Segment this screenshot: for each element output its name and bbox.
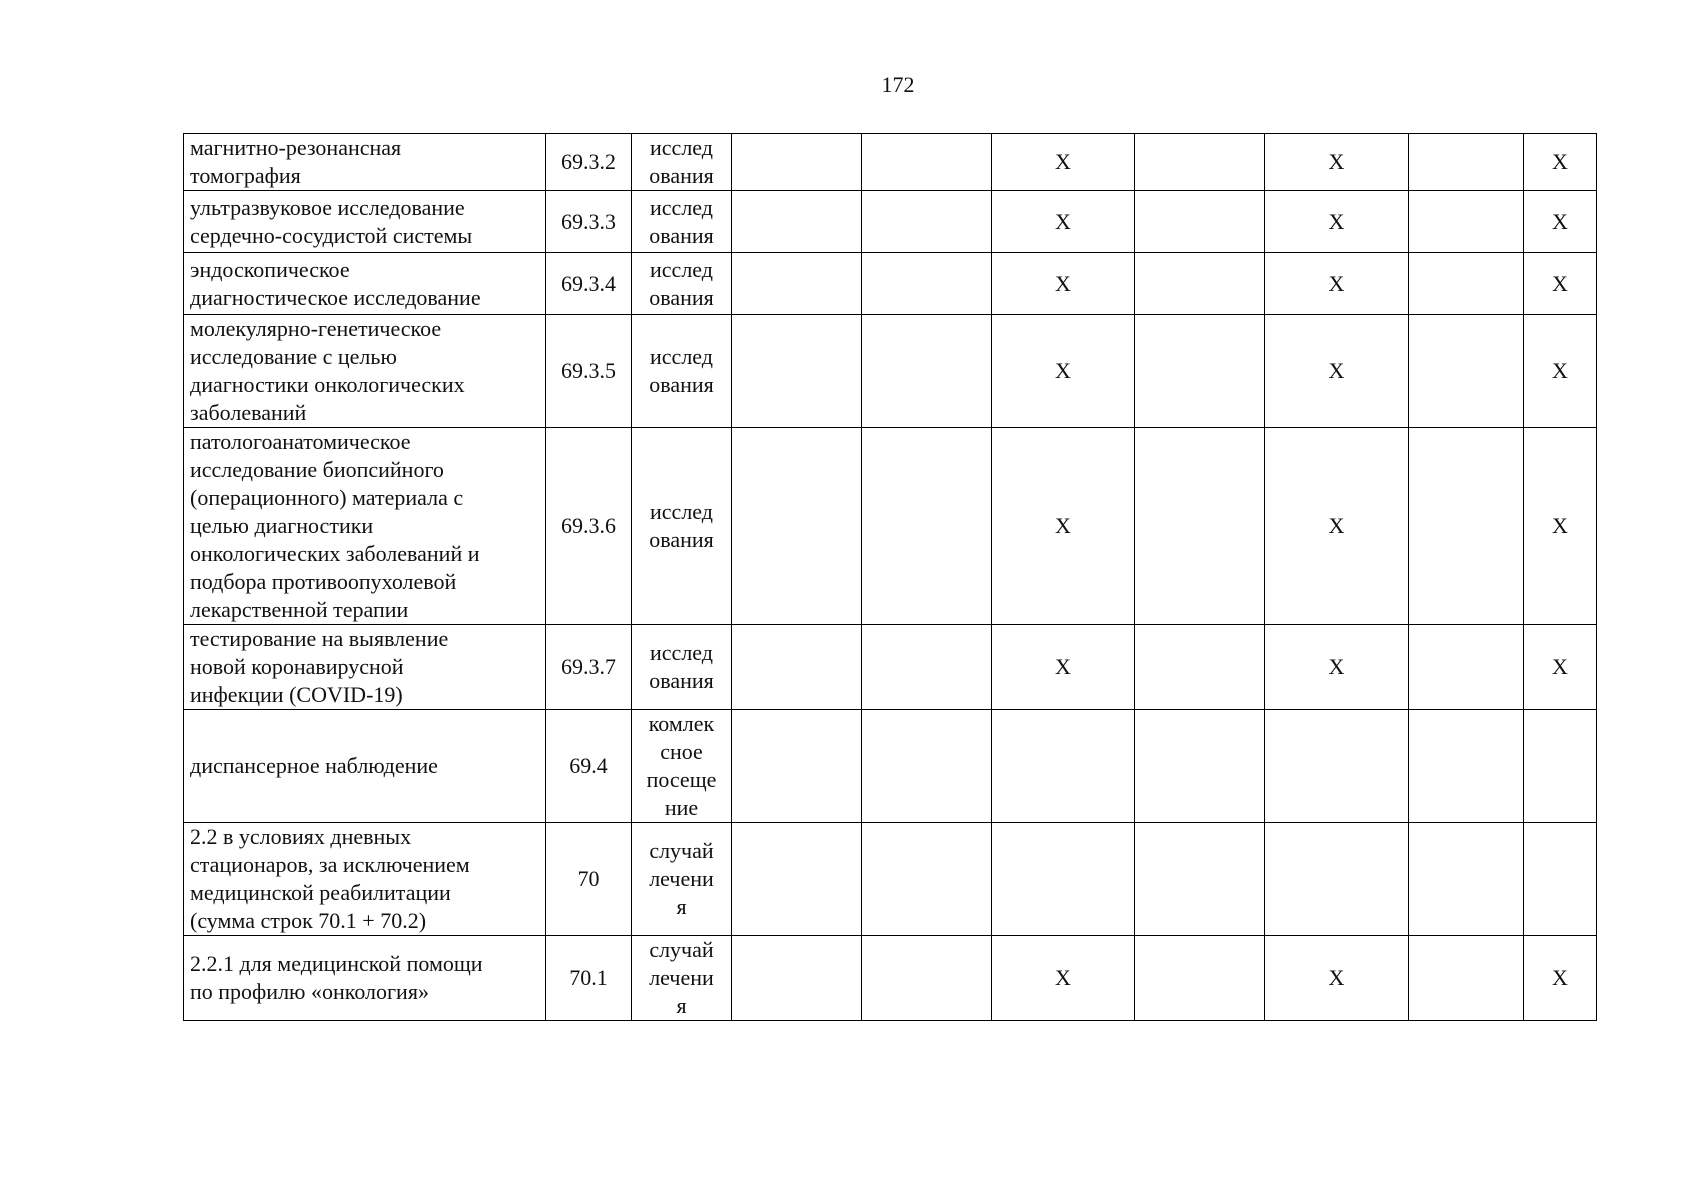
row-mark-cell: X xyxy=(992,936,1135,1021)
row-mark-cell xyxy=(1135,823,1265,936)
row-unit-line: ования xyxy=(649,668,714,693)
row-mark-cell xyxy=(1135,134,1265,191)
row-unit-line: посеще xyxy=(646,767,717,792)
row-mark-cell xyxy=(862,823,992,936)
row-code-cell: 69.3.2 xyxy=(546,134,632,191)
row-name-line: заболеваний xyxy=(190,400,307,425)
row-mark-cell xyxy=(992,823,1135,936)
row-unit-line: случай xyxy=(649,838,714,863)
row-name-line: молекулярно-генетическое xyxy=(190,316,442,341)
row-mark-cell: X xyxy=(1265,428,1409,625)
row-mark-cell xyxy=(732,315,862,428)
row-mark-cell xyxy=(732,710,862,823)
row-mark-cell: X xyxy=(992,191,1135,253)
row-name-line: (сумма строк 70.1 + 70.2) xyxy=(190,908,427,933)
row-mark-cell xyxy=(1409,315,1524,428)
row-mark-cell xyxy=(862,710,992,823)
row-name-cell xyxy=(184,134,546,191)
row-mark-cell xyxy=(1135,315,1265,428)
row-unit-line: ования xyxy=(649,222,714,248)
row-mark-cell xyxy=(1409,191,1524,253)
row-name-cell xyxy=(184,625,546,710)
row-code-cell: 69.3.4 xyxy=(546,253,632,315)
row-name-line: диспансерное наблюдение xyxy=(190,753,438,778)
row-mark-cell xyxy=(1409,625,1524,710)
row-unit-line: я xyxy=(676,894,687,919)
row-mark-cell xyxy=(1409,936,1524,1021)
row-name-line: новой коронавирусной xyxy=(190,654,404,679)
row-mark-cell: X xyxy=(1524,625,1597,710)
table-row xyxy=(184,936,1597,1021)
row-mark-cell xyxy=(862,191,992,253)
row-name-line: медицинской реабилитации xyxy=(190,880,451,905)
row-mark-cell: X xyxy=(1265,191,1409,253)
row-name-line: по профилю «онкология» xyxy=(190,979,429,1004)
page-number: 172 xyxy=(881,72,915,97)
row-mark-cell xyxy=(1409,253,1524,315)
row-mark-cell: X xyxy=(1265,134,1409,191)
row-unit-line: я xyxy=(676,993,687,1018)
row-name-line: инфекции (COVID-19) xyxy=(190,682,403,707)
table-row xyxy=(184,253,1597,315)
row-mark-cell xyxy=(732,823,862,936)
row-unit-cell xyxy=(632,315,732,428)
row-name-line: лекарственной терапии xyxy=(190,597,409,622)
row-name-line: 2.2.1 для медицинской помощи xyxy=(190,951,483,976)
row-mark-cell: X xyxy=(1524,315,1597,428)
row-name-line: томография xyxy=(190,163,301,188)
row-name-line: стационаров, за исключением xyxy=(190,852,470,877)
row-unit-cell xyxy=(632,823,732,936)
row-mark-cell xyxy=(1135,428,1265,625)
row-name-line: подбора противоопухолевой xyxy=(190,569,457,594)
row-unit-line: ования xyxy=(649,372,714,397)
table-row xyxy=(184,710,1597,823)
row-mark-cell xyxy=(1135,253,1265,315)
row-name-line: ультразвуковое исследование xyxy=(190,194,465,220)
row-code-cell: 69.3.6 xyxy=(546,428,632,625)
row-mark-cell xyxy=(862,315,992,428)
row-code-cell: 70.1 xyxy=(546,936,632,1021)
row-name-line: исследование биопсийного xyxy=(190,457,444,482)
row-name-line: диагностики онкологических xyxy=(190,372,465,397)
row-unit-cell xyxy=(632,936,732,1021)
row-name-line: 2.2 в условиях дневных xyxy=(190,824,412,849)
row-name-line: (операционного) материала с xyxy=(190,485,464,510)
row-mark-cell xyxy=(1135,936,1265,1021)
row-mark-cell: X xyxy=(992,428,1135,625)
row-unit-line: сное xyxy=(660,739,703,764)
row-name-cell xyxy=(184,428,546,625)
table-body xyxy=(184,134,1597,1021)
row-unit-cell xyxy=(632,191,732,253)
row-mark-cell xyxy=(1135,710,1265,823)
row-mark-cell xyxy=(992,710,1135,823)
row-mark-cell: X xyxy=(1524,134,1597,191)
row-mark-cell: X xyxy=(1265,315,1409,428)
row-mark-cell: X xyxy=(1524,191,1597,253)
table-row xyxy=(184,823,1597,936)
row-mark-cell xyxy=(732,936,862,1021)
row-name-line: исследование с целью xyxy=(190,344,397,369)
row-name-line: целью диагностики xyxy=(190,513,374,538)
row-code-cell: 70 xyxy=(546,823,632,936)
row-mark-cell: X xyxy=(1265,253,1409,315)
row-unit-line: комлек xyxy=(648,711,715,736)
row-code-cell: 69.3.5 xyxy=(546,315,632,428)
row-mark-cell xyxy=(1135,191,1265,253)
row-name-line: сердечно-сосудистой системы xyxy=(190,222,473,248)
row-mark-cell xyxy=(862,134,992,191)
row-unit-cell xyxy=(632,428,732,625)
row-name-cell xyxy=(184,191,546,253)
row-name-cell xyxy=(184,936,546,1021)
row-code-cell: 69.3.7 xyxy=(546,625,632,710)
row-unit-line: лечени xyxy=(649,866,714,891)
row-mark-cell xyxy=(732,134,862,191)
row-mark-cell xyxy=(1135,625,1265,710)
row-mark-cell xyxy=(1409,134,1524,191)
row-name-cell xyxy=(184,253,546,315)
row-unit-line: исслед xyxy=(650,194,713,220)
row-unit-line: исслед xyxy=(650,640,713,665)
row-name-line: онкологических заболеваний и xyxy=(190,541,480,566)
row-mark-cell xyxy=(862,936,992,1021)
row-name-cell xyxy=(184,710,546,823)
row-mark-cell: X xyxy=(1265,936,1409,1021)
row-unit-line: ования xyxy=(649,163,714,188)
row-unit-line: ования xyxy=(649,284,714,310)
row-mark-cell: X xyxy=(992,625,1135,710)
row-mark-cell xyxy=(862,428,992,625)
row-mark-cell: X xyxy=(1524,428,1597,625)
row-mark-cell xyxy=(732,625,862,710)
row-mark-cell xyxy=(1409,823,1524,936)
table-row xyxy=(184,134,1597,191)
row-name-line: диагностическое исследование xyxy=(190,284,481,310)
table-row xyxy=(184,315,1597,428)
row-mark-cell xyxy=(1409,428,1524,625)
row-mark-cell: X xyxy=(1265,625,1409,710)
row-unit-cell xyxy=(632,253,732,315)
row-unit-line: исслед xyxy=(650,344,713,369)
row-unit-line: ние xyxy=(664,795,699,820)
row-mark-cell xyxy=(1265,710,1409,823)
row-mark-cell: X xyxy=(992,253,1135,315)
row-unit-line: случай xyxy=(649,937,714,962)
row-mark-cell: X xyxy=(1524,936,1597,1021)
row-mark-cell xyxy=(1409,710,1524,823)
row-unit-line: исслед xyxy=(650,256,713,282)
row-mark-cell: X xyxy=(1524,253,1597,315)
row-name-line: магнитно-резонансная xyxy=(190,135,402,160)
row-mark-cell xyxy=(1524,823,1597,936)
row-unit-line: исслед xyxy=(650,135,713,160)
row-unit-cell xyxy=(632,134,732,191)
data-table xyxy=(183,133,1597,1021)
row-name-line: патологоанатомическое xyxy=(190,429,411,454)
row-name-line: тестирование на выявление xyxy=(190,626,449,651)
row-code-cell: 69.3.3 xyxy=(546,191,632,253)
row-mark-cell xyxy=(732,253,862,315)
row-unit-line: исслед xyxy=(650,499,713,524)
row-mark-cell xyxy=(1524,710,1597,823)
row-unit-line: лечени xyxy=(649,965,714,990)
row-unit-cell xyxy=(632,625,732,710)
row-code-cell: 69.4 xyxy=(546,710,632,823)
row-mark-cell xyxy=(1265,823,1409,936)
row-mark-cell xyxy=(862,625,992,710)
table-row xyxy=(184,428,1597,625)
row-name-cell xyxy=(184,823,546,936)
row-unit-cell xyxy=(632,710,732,823)
row-mark-cell xyxy=(732,191,862,253)
row-name-line: эндоскопическое xyxy=(190,256,350,282)
row-unit-line: ования xyxy=(649,527,714,552)
table-row xyxy=(184,625,1597,710)
row-mark-cell xyxy=(862,253,992,315)
row-mark-cell: X xyxy=(992,134,1135,191)
table-row xyxy=(184,191,1597,253)
row-mark-cell xyxy=(732,428,862,625)
row-name-cell xyxy=(184,315,546,428)
row-mark-cell: X xyxy=(992,315,1135,428)
